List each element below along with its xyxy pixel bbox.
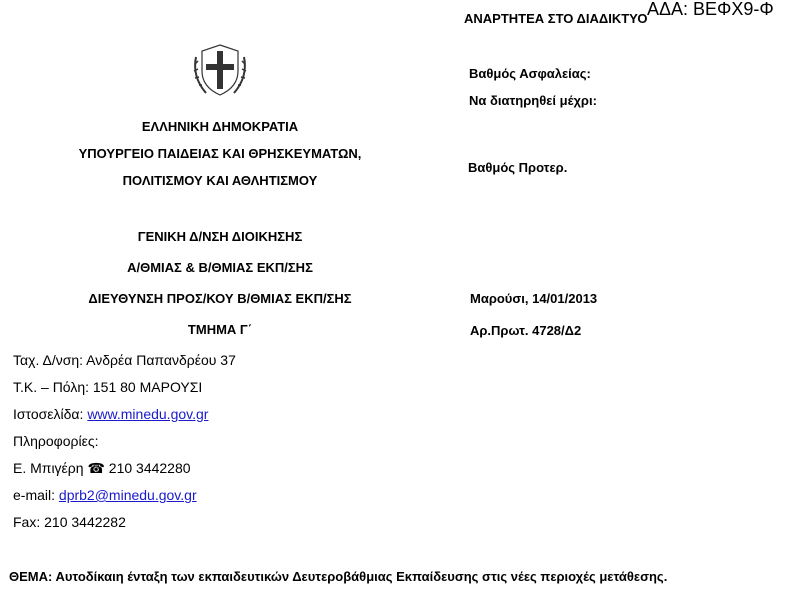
ada-code: ΑΔΑ: ΒΕΦΧ9-Φ xyxy=(647,0,774,19)
phone-number: 210 3442280 xyxy=(104,460,191,476)
posting-note: ΑΝΑΡΤΗΤΕΑ ΣΤΟ ΔΙΑΔΙΚΤΥΟ xyxy=(464,11,648,26)
header-line-4: ΓΕΝΙΚΗ Δ/ΝΣΗ ΔΙΟΙΚΗΣΗΣ xyxy=(137,229,303,244)
protocol-number: Αρ.Πρωτ. 4728/Δ2 xyxy=(470,323,582,338)
document-date: Μαρούσι, 14/01/2013 xyxy=(470,291,598,306)
greek-coat-of-arms-icon xyxy=(186,37,254,103)
header-line-5: Α/ΘΜΙΑΣ & Β/ΘΜΙΑΣ ΕΚΠ/ΣΗΣ xyxy=(127,260,313,275)
email-line xyxy=(13,487,197,503)
website-label: Ιστοσελίδα: xyxy=(13,406,88,422)
phone-icon: ☎ xyxy=(87,460,105,476)
info-label: Πληροφορίες: xyxy=(13,433,99,449)
retain-until: Να διατηρηθεί μέχρι: xyxy=(469,93,597,108)
header-line-1: ΕΛΛΗΝΙΚΗ ΔΗΜΟΚΡΑΤΙΑ xyxy=(141,119,299,134)
subject-line: ΘΕΜΑ: Αυτοδίκαιη ένταξη των εκπαιδευτικών Δευτεροβάθμιας Εκπαίδευσης στις νέες περιοχές μετάθεσης. xyxy=(9,569,668,584)
security-grade: Βαθμός Ασφαλείας: xyxy=(469,66,591,81)
header-line-6: ΔΙΕΥΘΥΝΣΗ ΠΡΟΣ/ΚΟΥ Β/ΘΜΙΑΣ ΕΚΠ/ΣΗΣ xyxy=(88,291,352,306)
fax-number: Fax: 210 3442282 xyxy=(13,514,126,530)
website-line xyxy=(13,406,208,422)
header-line-2: ΥΠΟΥΡΓΕΙΟ ΠΑΙΔΕΙΑΣ ΚΑΙ ΘΡΗΣΚΕΥΜΑΤΩΝ, xyxy=(78,146,362,161)
postcode-city: Τ.Κ. – Πόλη: 151 80 ΜΑΡΟΥΣΙ xyxy=(13,379,203,395)
email-label: e-mail: xyxy=(13,487,59,503)
website-link[interactable]: www.minedu.gov.gr xyxy=(87,406,209,422)
contact-person-line xyxy=(13,460,191,477)
header-line-3: ΠΟΛΙΤΙΣΜΟΥ ΚΑΙ ΑΘΛΗΤΙΣΜΟΥ xyxy=(122,173,318,188)
priority-grade: Βαθμός Προτερ. xyxy=(468,160,568,175)
header-line-7: ΤΜΗΜΑ Γ΄ xyxy=(187,322,253,337)
contact-person: Ε. Μπιγέρη xyxy=(13,460,88,476)
address: Ταχ. Δ/νση: Ανδρέα Παπανδρέου 37 xyxy=(13,352,236,368)
email-link[interactable]: dprb2@minedu.gov.gr xyxy=(58,487,197,503)
